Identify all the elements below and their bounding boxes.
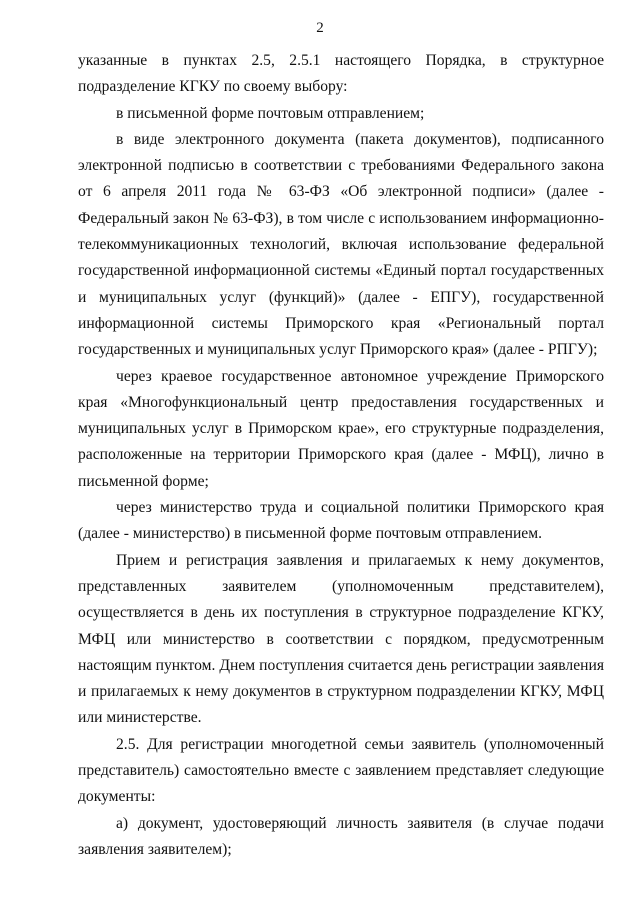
- paragraph-electronic: в виде электронного документа (пакета документов), подписанного электронной подписью в соответствии с требованиями Федерального закона от 6 апреля 2011 года № 63-ФЗ «Об электронной подписи» (далее - Федеральный закон № 63-ФЗ), в том числе с использованием информационно-телекоммуникационных технологий, включая использование федеральной государственной информационной системы «Единый портал государственных и муниципальных услуг (функций)» (далее - ЕПГУ), государственной информационной системы Приморского края «Региональный портал государственных и муниципальных услуг Приморского края» (далее - РПГУ);: [78, 130, 604, 359]
- paragraph-registration: Прием и регистрация заявления и прилагаемых к нему документов, представленных заявителем (уполномоченным представителем), осуществляется в день их поступления в структурное подразделение КГКУ, МФЦ или министерство в соответствии с порядком, предусмотренным настоящим пунктом. Днем поступления считается день регистрации заявления и прилагаемых к нему документов в структурном подразделении КГКУ, МФЦ или министерстве.: [78, 551, 604, 727]
- paragraph-mfc: через краевое государственное автономное учреждение Приморского края «Многофункциональный центр предоставления государственных и муниципальных услуг в Приморском крае», его структурные подразделения, расположенные на территории Приморского края (далее - МФЦ), лично в письменной форме;: [78, 367, 604, 490]
- page-number: 2: [316, 20, 324, 36]
- paragraph-postal: в письменной форме почтовым отправлением;: [116, 104, 425, 122]
- paragraph-section-2-5: 2.5. Для регистрации многодетной семьи заявитель (уполномоченный представитель) самостоятельно вместе с заявлением представляет следующие документы:: [78, 735, 604, 806]
- paragraph-continuation: указанные в пунктах 2.5, 2.5.1 настоящего Порядка, в структурное подразделение КГКУ по своему выбору:: [78, 52, 604, 96]
- paragraph-item-a: а) документ, удостоверяющий личность заявителя (в случае подачи заявления заявителем);: [78, 814, 604, 858]
- document-body: [78, 48, 604, 863]
- paragraph-ministry: через министерство труда и социальной политики Приморского края (далее - министерство) в письменной форме почтовым отправлением.: [78, 499, 604, 543]
